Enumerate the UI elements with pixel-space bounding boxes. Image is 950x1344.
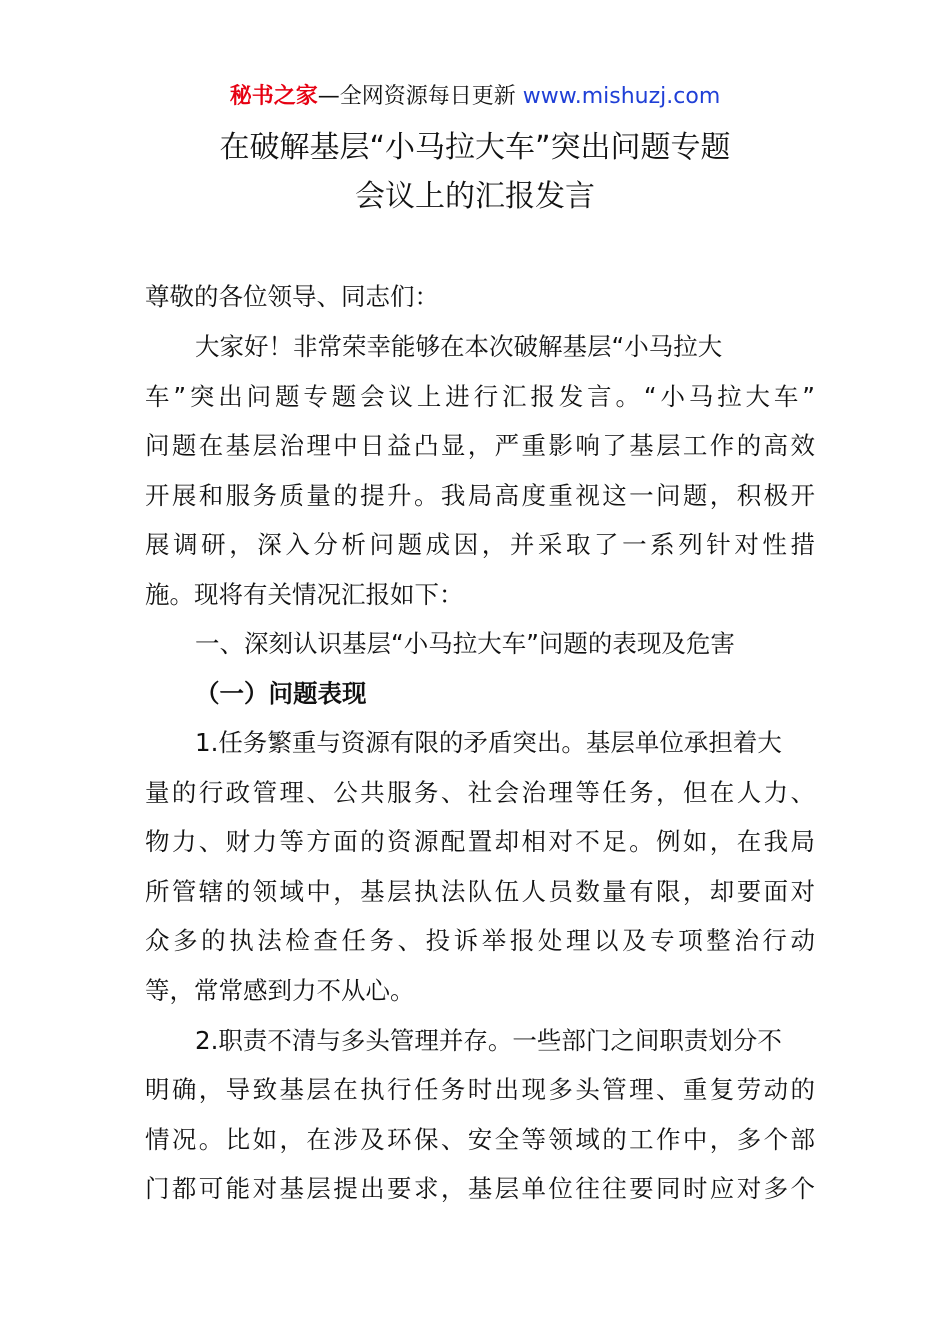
paragraph-line: 1.任务繁重与资源有限的矛盾突出。基层单位承担着大 [195, 728, 782, 757]
paragraph-line: 量的行政管理、公共服务、社会治理等任务，但在人力、 [145, 778, 815, 807]
paragraph-line: 车”突出问题专题会议上进行汇报发言。“小马拉大车” [145, 382, 815, 411]
paragraph-line: 情况。比如，在涉及环保、安全等领域的工作中，多个部 [145, 1125, 815, 1154]
paragraph-line: 物力、财力等方面的资源配置却相对不足。例如，在我局 [145, 827, 815, 856]
paragraph-line: 2.职责不清与多头管理并存。一些部门之间职责划分不 [195, 1026, 782, 1055]
document-title-line-1: 在破解基层“小马拉大车”突出问题专题 [219, 130, 731, 165]
section-heading: 一、深刻认识基层“小马拉大车”问题的表现及危害 [195, 629, 735, 658]
site-tagline: —全网资源每日更新 [317, 84, 516, 109]
paragraph-line: 明确，导致基层在执行任务时出现多头管理、重复劳动的 [145, 1075, 815, 1104]
site-url-link[interactable]: www.mishuzj.com [522, 84, 721, 109]
site-header [0, 80, 950, 114]
subsection-heading: （一）问题表现 [195, 679, 367, 708]
paragraph-line: 众多的执法检查任务、投诉举报处理以及专项整治行动 [145, 926, 815, 955]
paragraph-line: 所管辖的领域中，基层执法队伍人员数量有限，却要面对 [145, 877, 815, 906]
document-title-line-2: 会议上的汇报发言 [355, 179, 595, 214]
paragraph-line: 门都可能对基层提出要求，基层单位往往要同时应对多个 [145, 1174, 815, 1203]
paragraph-line: 等，常常感到力不从心。 [145, 976, 415, 1005]
paragraph-line: 大家好！非常荣幸能够在本次破解基层“小马拉大 [195, 332, 723, 361]
paragraph-line: 施。现将有关情况汇报如下： [145, 580, 464, 609]
site-brand: 秘书之家 [229, 84, 318, 109]
paragraph-line: 问题在基层治理中日益凸显，严重影响了基层工作的高效 [145, 431, 815, 460]
paragraph-line: 开展和服务质量的提升。我局高度重视这一问题，积极开 [145, 481, 815, 510]
salutation: 尊敬的各位领导、同志们： [145, 282, 439, 311]
paragraph-line: 展调研，深入分析问题成因，并采取了一系列针对性措 [145, 530, 815, 559]
